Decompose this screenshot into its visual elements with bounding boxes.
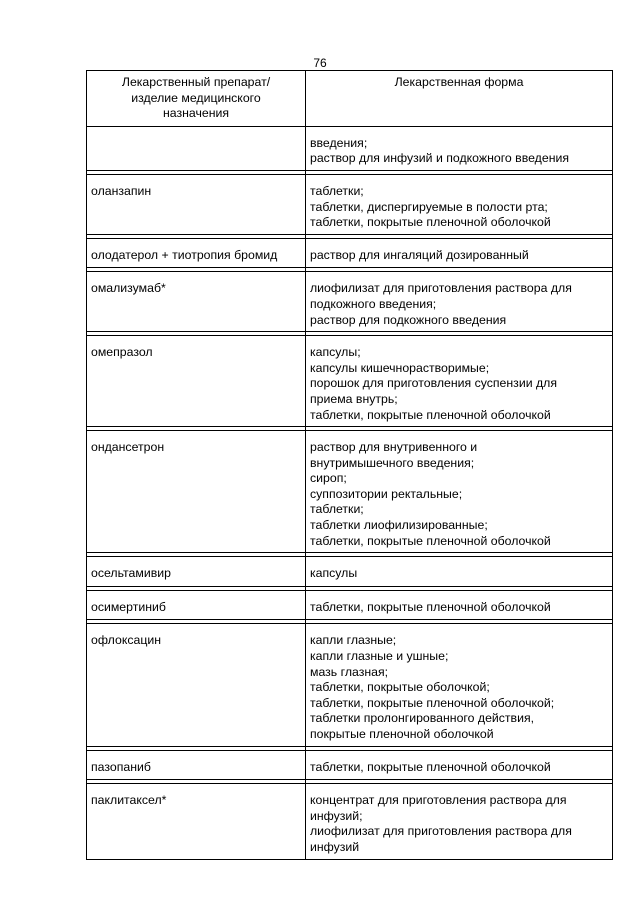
dosage-form-line: таблетки лиофилизированные; [310,518,488,533]
drug-name-cell [87,624,306,746]
drug-name-cell [87,590,306,620]
drug-name: паклитаксел* [91,793,167,808]
dosage-form-line: таблетки, покрытые пленочной оболочкой [310,599,551,614]
table-row [87,624,613,746]
dosage-forms-cell [306,126,613,170]
drug-name [91,127,301,140]
drug-name-cell [87,557,306,587]
drug-name-cell [87,126,306,170]
dosage-form-line: таблетки; [310,183,364,198]
dosage-form-line: таблетки, диспергируемые в полости рта; [310,199,548,214]
dosage-form-line: таблетки; [310,502,364,517]
dosage-form-line: капли глазные и ушные; [310,649,449,664]
drug-name: осимертиниб [91,599,166,614]
dosage-forms-cell [306,784,613,859]
dosage-form-line: порошок для приготовления суспензии для [310,376,557,391]
table-row [87,272,613,332]
dosage-form-line: раствор для подкожного введения [310,312,507,327]
table-row [87,784,613,859]
header-drug-name-line: назначения [162,106,230,121]
dosage-form-line: инфузий; [310,808,363,823]
dosage-form-line: мазь глазная; [310,664,389,679]
dosage-form-line: капсулы кишечнорастворимые; [310,360,490,375]
drug-name-cell [87,272,306,332]
dosage-forms-cell [306,238,613,268]
dosage-form-line: концентрат для приготовления раствора для [310,793,567,808]
dosage-form-line: таблетки, покрытые пленочной оболочкой; [310,695,555,710]
dosage-form-line: раствор для внутривенного и [310,440,478,455]
drug-name-cell [87,174,306,234]
drug-table [86,70,613,860]
drug-name: олодатерол + тиотропия бромид [91,247,278,262]
drug-name: ондансетрон [91,440,165,455]
dosage-form-line: инфузий [310,839,360,854]
dosage-forms-cell [306,174,613,234]
drug-name: оланзапин [91,183,152,198]
drug-name-cell [87,238,306,268]
table-body [87,126,613,859]
dosage-form-line: лиофилизат для приготовления раствора для [310,824,572,839]
drug-name: омепразол [91,345,153,360]
drug-name-cell [87,750,306,780]
table-row [87,174,613,234]
table-row [87,750,613,780]
dosage-form-line: таблетки пролонгированного действия, [310,711,535,726]
header-drug-name [87,71,306,127]
drug-name-cell [87,431,306,553]
dosage-form-line: введения; [310,135,368,150]
dosage-form-line: сироп; [310,471,347,486]
dosage-form-line: приема внутрь; [310,391,398,406]
dosage-forms-cell [306,624,613,746]
dosage-form-line: раствор для инфузий и подкожного введения [310,151,570,166]
dosage-form-line: подкожного введения; [310,296,437,311]
dosage-form-line: внутримышечного введения; [310,455,475,470]
table-row [87,336,613,427]
dosage-form-line: капсулы; [310,345,361,360]
dosage-form-line: капли глазные; [310,633,397,648]
dosage-form-line: таблетки, покрытые пленочной оболочкой [310,533,551,548]
table-row [87,590,613,620]
drug-name-cell [87,784,306,859]
dosage-form-line: капсулы [310,566,358,581]
table-row [87,126,613,170]
dosage-forms-cell [306,557,613,587]
dosage-forms-cell [306,272,613,332]
table-row [87,557,613,587]
dosage-forms-cell [306,750,613,780]
header-drug-name-line: изделие медицинского [131,90,261,105]
drug-name-cell [87,336,306,427]
header-drug-name-line: Лекарственный препарат/ [121,75,271,89]
dosage-forms-cell [306,431,613,553]
header-dosage-form [306,71,613,127]
drug-name: пазопаниб [91,759,151,774]
dosage-forms-cell [306,336,613,427]
dosage-form-line: раствор для ингаляций дозированный [310,247,529,262]
dosage-form-line: таблетки, покрытые пленочной оболочкой [310,215,551,230]
drug-name: офлоксацин [91,633,162,648]
table-header-row [87,71,613,127]
dosage-form-line: лиофилизат для приготовления раствора для [310,281,572,296]
dosage-form-line: покрытые пленочной оболочкой [310,727,494,741]
page-number: 76 [313,56,327,70]
table-row [87,238,613,268]
dosage-form-line: суппозитории ректальные; [310,486,463,501]
header-dosage-form-label: Лекарственная форма [394,75,524,89]
drug-name: омализумаб* [91,281,166,296]
dosage-form-line: таблетки, покрытые оболочкой; [310,680,490,695]
dosage-form-line: таблетки, покрытые пленочной оболочкой [310,407,551,422]
drug-name: осельтамивир [91,566,171,581]
table-row [87,431,613,553]
dosage-forms-cell [306,590,613,620]
dosage-form-line: таблетки, покрытые пленочной оболочкой [310,759,551,774]
